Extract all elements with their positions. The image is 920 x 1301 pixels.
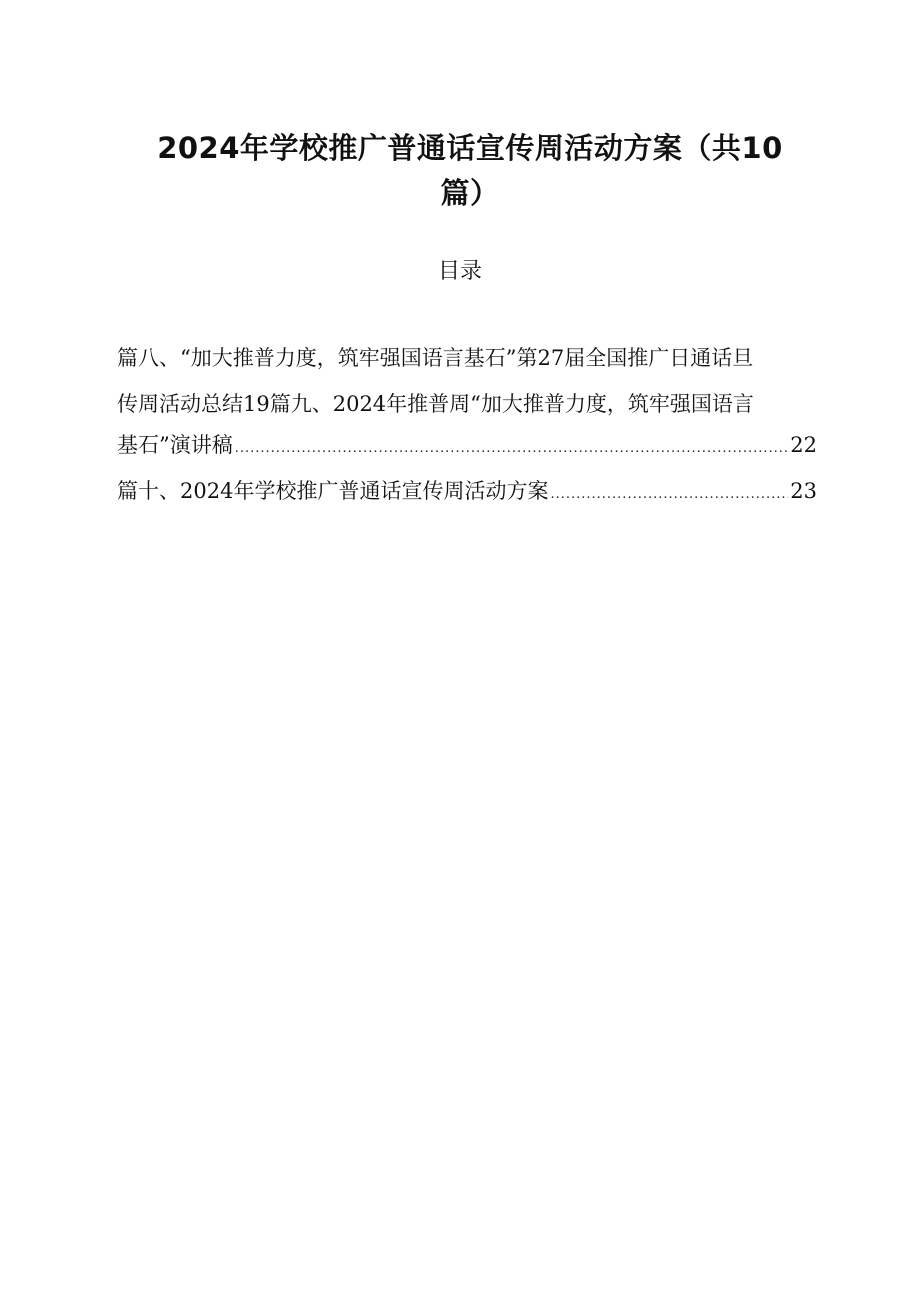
toc-dot-leader <box>235 431 789 467</box>
toc-entry-10-title: 篇十、2024年学校推广普通话宣传周活动方案 <box>117 479 549 503</box>
toc-dot-leader <box>550 477 788 513</box>
toc-entry-9-page-number: 22 <box>790 433 817 457</box>
toc-entry-10-page-number: 23 <box>790 479 817 503</box>
toc-heading: 目录 <box>437 259 482 284</box>
document-title <box>120 126 820 216</box>
toc-entry-8-line-2[interactable]: 传周活动总结19篇九、2024年推普周“加大推普力度，筑牢强国语言 <box>117 392 754 416</box>
document-title-line-2: 篇） <box>440 176 500 210</box>
toc-entry-9[interactable] <box>117 427 817 467</box>
toc-entry-8-line-1[interactable]: 篇八、“加大推普力度，筑牢强国语言基石”第27届全国推广日通话旦 <box>117 346 754 370</box>
document-title-line-1: 2024年学校推广普通话宣传周活动方案（共10 <box>157 131 783 165</box>
toc-entry-10[interactable] <box>117 473 817 513</box>
toc-entry-9-title: 基石”演讲稿 <box>117 433 233 457</box>
